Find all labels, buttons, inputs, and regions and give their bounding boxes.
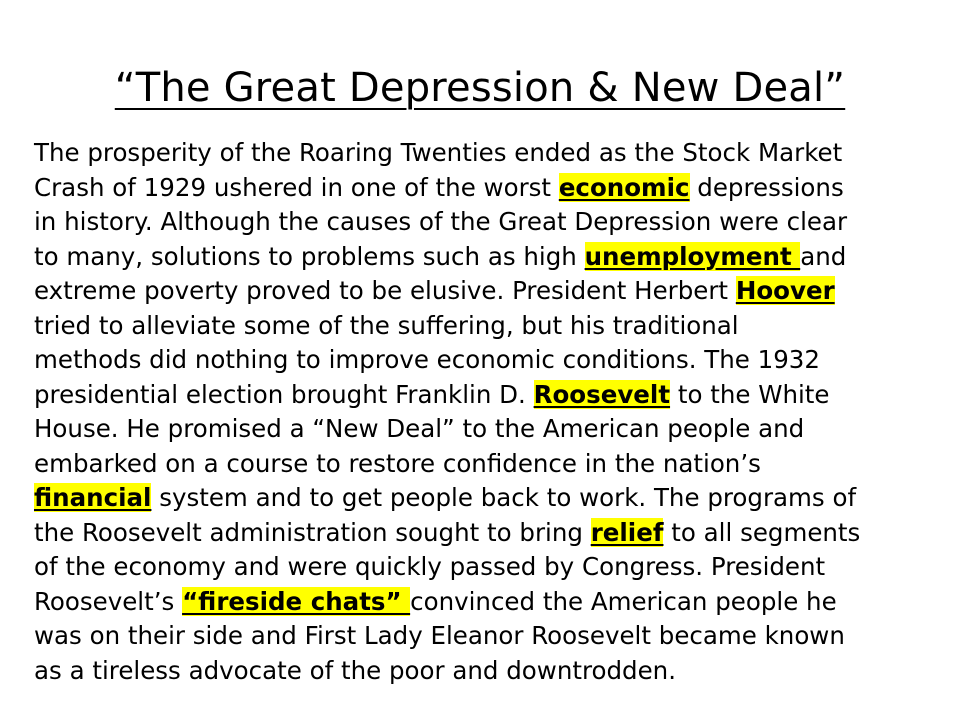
line-text: House. He promised a “New Deal” to the American people and: [34, 414, 805, 443]
line-text: The prosperity of the Roaring Twenties ended as the Stock Market: [34, 138, 843, 167]
slide-title-text: “The Great Depression & New Deal”: [114, 65, 846, 111]
line-text: to all segments: [663, 517, 861, 547]
body-line: [34, 412, 934, 447]
line-text: convinced the American people he: [410, 586, 837, 616]
line-text: was on their side and First Lady Eleanor Roosevelt became known: [34, 621, 845, 650]
line-text: and: [800, 241, 847, 271]
keyword-highlight: relief: [590, 517, 664, 547]
body-line: [34, 516, 934, 551]
keyword-highlight: unemployment: [584, 241, 801, 271]
line-text: tried to alleviate some of the suffering, but his traditional: [34, 310, 739, 340]
body-line: [34, 136, 934, 171]
line-text: embarked on a course to restore confidence in the nation’s: [34, 448, 761, 478]
body-line: [34, 309, 934, 344]
body-line: [34, 343, 934, 378]
body-line: [34, 378, 934, 413]
body-line: [34, 240, 934, 275]
body-line: [34, 550, 934, 585]
body-line: [34, 274, 934, 309]
body-line: [34, 585, 934, 620]
body-line: [34, 654, 934, 689]
keyword-highlight: Hoover: [735, 276, 835, 305]
line-text: as a tireless advocate of the poor and downtrodden.: [34, 655, 676, 685]
keyword-highlight: Roosevelt: [533, 379, 671, 409]
line-text: Roosevelt’s: [34, 586, 183, 616]
body-line: [34, 619, 934, 654]
body-line: [34, 481, 934, 516]
body-line: [34, 205, 934, 240]
line-text: of the economy and were quickly passed by Congress. President: [34, 552, 826, 581]
line-text: to many, solutions to problems such as high: [34, 241, 585, 271]
line-text: to the White: [670, 379, 830, 409]
line-text: the Roosevelt administration sought to bring: [34, 517, 591, 547]
line-text: methods did nothing to improve economic conditions. The 1932: [34, 345, 820, 374]
body-line: [34, 447, 934, 482]
keyword-highlight: economic: [558, 172, 690, 202]
line-text: presidential election brought Franklin D.: [34, 379, 534, 409]
slide-body: [34, 136, 934, 688]
line-text: Crash of 1929 ushered in one of the worst: [34, 172, 559, 202]
line-text: in history. Although the causes of the Great Depression were clear: [34, 207, 848, 236]
keyword-highlight: “fireside chats”: [182, 586, 411, 616]
slide-title: [0, 62, 960, 114]
line-text: extreme poverty proved to be elusive. President Herbert: [34, 276, 736, 305]
keyword-highlight: financial: [34, 483, 152, 512]
line-text: system and to get people back to work. The programs of: [151, 483, 857, 512]
line-text: depressions: [689, 172, 844, 202]
body-line: [34, 171, 934, 206]
